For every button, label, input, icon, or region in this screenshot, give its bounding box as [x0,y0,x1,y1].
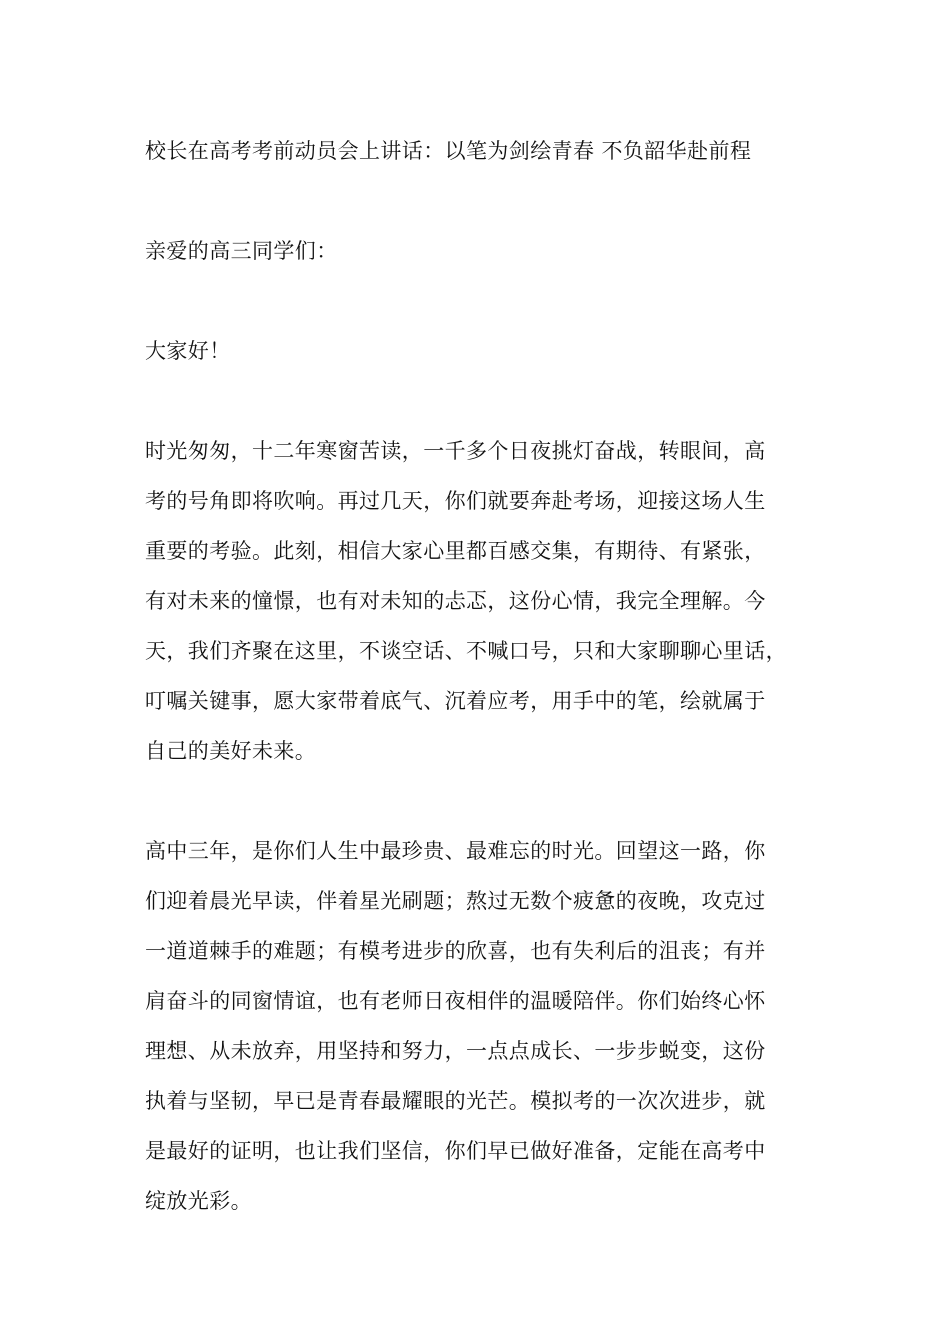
paragraph-1-line: 重要的考验。此刻，相信大家心里都百感交集，有期待、有紧张， [145,539,766,563]
paragraph-1-line: 考的号角即将吹响。再过几天，你们就要奔赴考场，迎接这场人生 [145,489,766,513]
greeting: 大家好！ [145,339,231,363]
paragraph-2-line: 理想、从未放弃，用坚持和努力，一点点成长、一步步蜕变，这份 [145,1039,766,1063]
document-title: 校长在高考考前动员会上讲话：以笔为剑绘青春 不负韶华赴前程 [145,139,752,163]
paragraph-1-line: 有对未来的憧憬，也有对未知的忐忑，这份心情，我完全理解。今 [145,589,766,613]
paragraph-1-line: 叮嘱关键事，愿大家带着底气、沉着应考，用手中的笔，绘就属于 [145,689,766,713]
paragraph-2-line: 是最好的证明，也让我们坚信，你们早已做好准备，定能在高考中 [145,1139,766,1163]
paragraph-2-line: 高中三年，是你们人生中最珍贵、最难忘的时光。回望这一路，你 [145,839,766,863]
paragraph-2-line: 们迎着晨光早读，伴着星光刷题；熬过无数个疲惫的夜晚，攻克过 [145,889,766,913]
paragraph-1-line: 天，我们齐聚在这里，不谈空话、不喊口号，只和大家聊聊心里话， [145,639,787,663]
paragraph-1-line: 时光匆匆，十二年寒窗苦读，一千多个日夜挑灯奋战，转眼间，高 [145,439,766,463]
paragraph-2-line: 执着与坚韧，早已是青春最耀眼的光芒。模拟考的一次次进步，就 [145,1089,766,1113]
salutation: 亲爱的高三同学们： [145,239,338,263]
paragraph-2-line: 绽放光彩。 [145,1189,252,1213]
paragraph-2-line: 一道道棘手的难题；有模考进步的欣喜，也有失利后的沮丧；有并 [145,939,766,963]
paragraph-2-line: 肩奋斗的同窗情谊，也有老师日夜相伴的温暖陪伴。你们始终心怀 [145,989,766,1013]
paragraph-1-line: 自己的美好未来。 [145,739,317,763]
